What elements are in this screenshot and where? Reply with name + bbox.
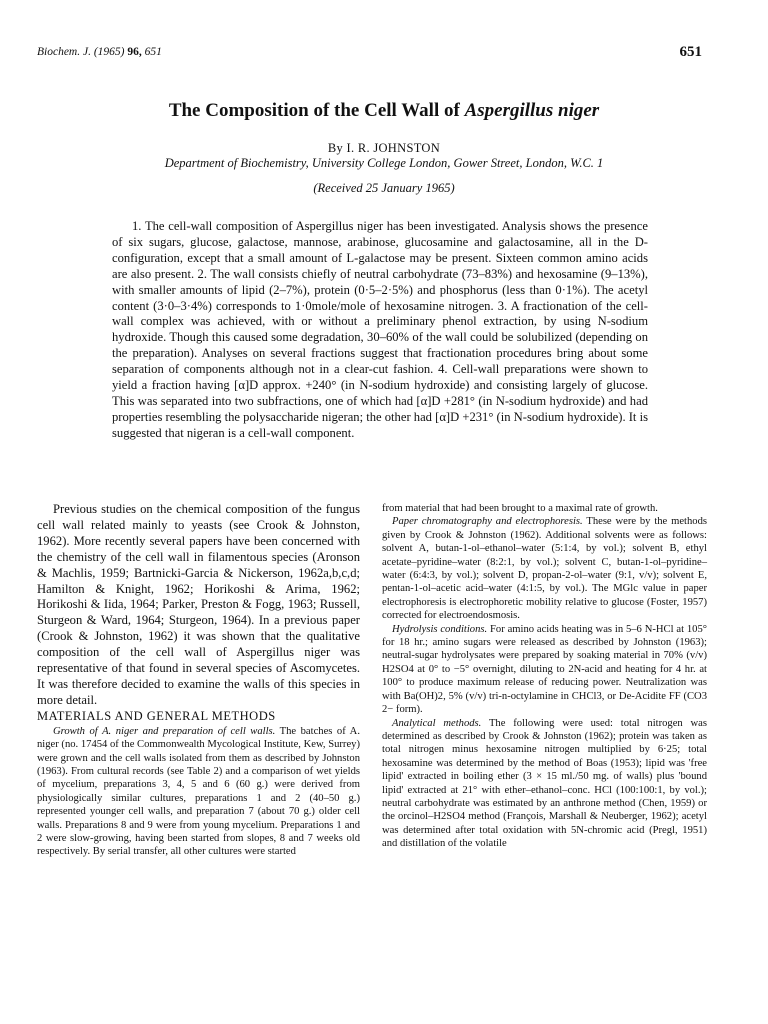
abstract: 1. The cell-wall composition of Aspergillus niger has been investigated. Analysis shows the presence of six sugars, glucose, galactose, mannose, arabinose, glucosamine and galactosamine, all in the D-configuration, except that a small amount of L-galactose may be present. Sixteen common amino acids are also present. 2. The wall consists chiefly of neutral carbohydrate (73–83%) and hexosamine (9–13%), with smaller amounts of lipid (2–7%), protein (0·5–2·5%) and phosphorus (less than 0·1%). The acetyl content (3·0–3·4%) corresponds to 1·0mole/mole of hexosamine nitrogen. 3. A fractionation of the cell-wall complex was achieved, with or without a preliminary phenol extraction, by using N-sodium hydroxide. Though this caused some degradation, 30–60% of the wall could be solubilized (depending on the preparation). Analyses on several fractions suggest that fractionation procedures bring about some separation of components although not in a clear-cut fashion. 4. Cell-wall preparations were shown to yield a fraction having [α]D approx. +240° (in N-sodium hydroxide) and consisting largely of glucose. This was separated into two subfractions, one of which had [α]D +281° (in N-sodium hydroxide) and had properties resembling the polysaccharide nigeran; the other had [α]D +231° (in N-sodium hydroxide). It is suggested that nigeran is a cell-wall component. — [112, 219, 648, 440]
received-date: (Received 25 January 1965) — [313, 181, 455, 195]
journal-first-page: 651 — [144, 46, 162, 58]
hydrolysis-text: For amino acids heating was in 5–6 N-HCl at 105° for 18 hr.; amino sugars were released as described by Johnston (1963); neutral-sugar hydrolysates were prepared by soaking material in 70% (v/v) H2SO4 at 0° to −5° overnight, diluting to 2N-acid and heating for 4 hr. at 100° to produce maximum release of reducing power. Neutralization was with Ba(OH)2, 5% (v/v) tri-n-octylamine in CHCl3, or De-Acidite FF (CO3 2− form). — [382, 623, 708, 716]
section-heading: MATERIALS AND GENERAL METHODS — [37, 708, 276, 723]
paper-text: These were by the methods given by Crook & Johnston (1962). Additional solvents were as follows: solvent A, butan-1-ol–ethanol–water (5:1:4, by vol.); solvent B, ethyl acetate–pyridine–water (8:2:1, by vol.); solvent C, butan-1-ol–pyridine–water (6:4:3, by vol.); solvent D, propan-2-ol–water (9:1, v/v); solvent E, pentan-1-ol–acetic acid–water (4:1:5, by vol.). The MGlc value in paper electrophoresis is electrophoretic mobility relative to glucose (Foster, 1957) corrected for electroendosmosis. — [382, 516, 707, 622]
journal-year: (1965) — [93, 46, 125, 58]
title-species: Aspergillus niger — [464, 100, 600, 121]
article-title — [0, 100, 768, 122]
paper-chromatography-paragraph — [382, 515, 707, 622]
left-column — [37, 502, 360, 859]
running-head — [37, 46, 162, 58]
hydrolysis-heading: Hydrolysis conditions. — [392, 623, 488, 635]
analytical-paragraph — [382, 717, 707, 851]
author-line: By I. R. JOHNSTON — [327, 141, 441, 155]
paper-heading: Paper chromatography and electrophoresis. — [392, 516, 583, 528]
hydrolysis-paragraph — [382, 623, 707, 717]
growth-paragraph — [37, 725, 360, 859]
title-main: The Composition of the Cell Wall of — [168, 100, 460, 121]
intro-paragraph: Previous studies on the chemical composition of the fungus cell wall related mainly to yeasts (see Crook & Johnston, 1962). More recently several papers have been concerned with the chemistry of the cell wall in filamentous species (Aronson & Machlis, 1959; Bartnicki-Garcia & Nickerson, 1962a,b,c,d; Hamilton & Knight, 1962; Horikoshi & Arima, 1962; Horikoshi & Iida, 1964; Parker, Preston & Fogg, 1963; Russell, Sturgeon & Ward, 1964; Sturgeon, 1964). In a previous paper (Crook & Johnston, 1962) it was shown that the qualitative composition of the cell wall of Aspergillus niger was representative of that found in several species of Ascomycetes. It was therefore decided to examine the walls of this species in more detail. — [37, 502, 360, 707]
analytical-heading: Analytical methods. — [392, 717, 482, 729]
growth-heading: Growth of A. niger and preparation of cell walls. — [53, 725, 276, 737]
growth-text: The batches of A. niger (no. 17454 of the Commonwealth Mycological Institute, Kew, Surrey) were grown and the cell walls isolated from them as described by Johnston (1963). From cultural records (see Table 2) and a comparison of wet yields of mycelium, preparations 3, 4, 5 and 6 (60 g.) were derived from physiologically similar cultures, preparations 1 and 2 (40–50 g.) represented younger cell walls, and preparation 7 (about 70 g.) older cell walls. Preparations 8 and 9 were from young mycelium. Preparations 1 and 2 were slow-growing, having been started from slopes, 8 and 7 weeks old respectively. By serial transfer, all other cultures were started — [37, 725, 360, 858]
affiliation: Department of Biochemistry, University College London, Gower Street, London, W.C. 1 — [164, 156, 604, 170]
page-number: 651 — [679, 44, 702, 60]
analytical-text: The following were used: total nitrogen was determined as described by Crook & Johnston (1962); protein was taken as total nitrogen minus hexosamine nitrogen multiplied by 6·25; total hexosamine was determined by the method of Boas (1953); lipid was 'free lipid' extracted in boiling ether (3 × 15 ml./50 mg. of walls) plus 'bound lipid' extracted at 21° with ether–ethanol–conc. HCl (100:100:1, by vol.); neutral carbohydrate was estimated by an anthrone method (Chen, 1959) or the orcinol–H2SO4 method (François, Marshall & Neuberger, 1962); acetyl was determined after total oxidation with 5N-chromic acid (Pregl, 1951) and distillation of the volatile — [382, 717, 707, 850]
continuation-paragraph: from material that had been brought to a maximal rate of growth. — [382, 503, 658, 514]
journal-name: Biochem. J. — [37, 46, 91, 58]
right-column — [382, 502, 707, 851]
journal-volume: 96, — [127, 46, 142, 58]
